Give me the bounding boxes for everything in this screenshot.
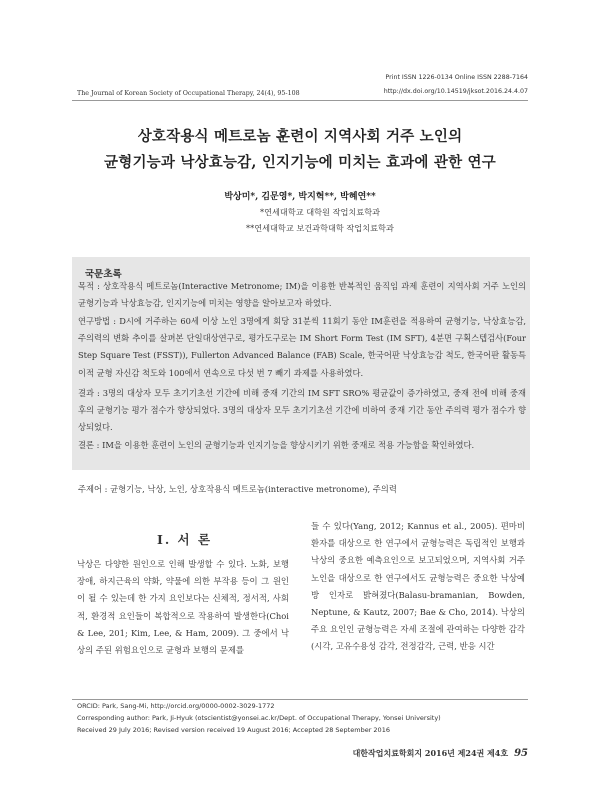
journal-citation: The Journal of Korean Society of Occupational Therapy, 24(4), 95-108 [77,90,300,97]
abstract-methods: 연구방법 : D시에 거주하는 60세 이상 노인 3명에게 회당 31분씩 11회기 동안 IM훈련을 적용하여 균형기능, 낙상효능감, 주의력의 변화 추이를 살펴본 단일대상연구로, 평가도구로는 IM Short Form Test (IM SFT), 4분면 구획스텝검사(Four Step Square Test (FSST)), Fullerton Advanced Balance (FAB) Scale, 한국어판 낙상효능감 척도, 한국어판 활동특이적 균형 자신감 척도와 100에서 연속으로 다섯 번 7 빼기 과제를 사용하였다. [78,316,526,378]
section-title: Ⅰ. 서 론 [156,532,213,547]
issn-text: Print ISSN 1226-0134 Online ISSN 2288-7164 [385,74,528,81]
corresponding-author-note: Corresponding author: Park, Ji-Hyuk (otscientist@yonsei.ac.kr/Dept. of Occupational Therapy, Yonsei University) [77,714,441,722]
abstract-heading: 국문초록 [85,269,122,280]
abstract-conclusion: 결론 : IM을 이용한 훈련이 노인의 균형기능과 인지기능을 향상시키기 위한 중재로 적용 가능함을 확인하였다. [78,440,475,450]
page-number: 95 [514,748,528,759]
intro-right-column: 들 수 있다(Yang, 2012; Kannus et al., 2005). 편마비 환자를 대상으로 한 연구에서 균형능력은 독립적인 보행과 낙상의 중요한 예측요인으로 보고되었으며, 지역사회 거주 노인을 대상으로 한 연구에서도 균형능력은 중요한 낙상예방 인자로 밝혀졌다(Balasu-bramanian, Bowden, Neptune, & Kautz, 2007; Bae & Cho, 2014). 낙상의 주요 요인인 균형능력은 자세 조절에 관여하는 다양한 감각(시각, 고유수용성 감각, 전정감각, 근력, 반응 시간 [311,521,525,652]
title-line-1: 상호작용식 메트로놈 훈련이 지역사회 거주 노인의 [137,128,463,145]
title-line-2: 균형기능과 낙상효능감, 인지기능에 미치는 효과에 관한 연구 [104,154,496,171]
intro-left-column: 낙상은 다양한 원인으로 인해 발생할 수 있다. 노화, 보행 장애, 하지근육의 약화, 약물에 의한 부작용 등이 그 원인이 될 수 있는데 한 가지 요인보다는 신체적, 정서적, 사회적, 환경적 요인들이 복합적으로 작용하여 발생한다(Choi & Lee, 201; Kim, Lee, & Ham, 2009). 그 중에서 낙상의 주된 위험요인으로 균형과 보행의 문제를 [77,559,289,656]
abstract-results: 결과 : 3명의 대상자 모두 초기기초선 기간에 비해 중재 기간의 IM SFT SRO% 평균값이 증가하였고, 중재 전에 비해 중재 후의 균형기능 평가 점수가 향상되었다. 3명의 대상자 모두 초기기초선 기간에 비하여 중재 기간 동안 주의력 평가 점수가 향상되었다. [78,388,526,433]
footnote-divider [72,699,528,700]
author-list: 박상미*, 김문영*, 박지혁**, 박혜연** [224,192,376,202]
received-dates: Received 29 July 2016; Revised version received 19 August 2016; Accepted 28 September 2016 [77,726,390,734]
orcid-note: ORCID: Park, Sang-Mi, http://orcid.org/0000-0002-3029-1772 [77,702,275,710]
page-footer [353,748,528,759]
keywords: 주제어 : 균형기능, 낙상, 노인, 상호작용식 메트로놈(interactive metronome), 주의력 [78,484,397,494]
abstract-purpose: 목적 : 상호작용식 메트로놈(Interactive Metronome; IM)을 이용한 반복적인 움직임 과제 훈련이 지역사회 거주 노인의 균형기능과 낙상효능감, 인지기능에 미치는 영향을 알아보고자 하였다. [78,281,526,309]
affiliation-1: *연세대학교 대학원 작업치료학과 [260,207,381,217]
doi-link[interactable]: http://dx.doi.org/10.14519/jksot.2016.24.4.07 [383,88,528,95]
affiliation-2: **연세대학교 보건과학대학 작업치료학과 [246,223,394,233]
footer-journal-issue: 대한작업치료학회지 2016년 제24권 제4호 [352,748,509,758]
header-divider [72,100,528,101]
